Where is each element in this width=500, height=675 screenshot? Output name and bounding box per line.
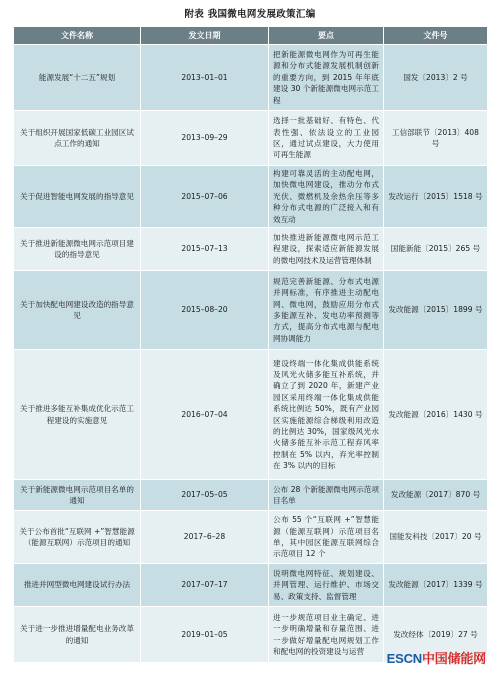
doc-key-points: 公布 55 个“互联网 +”智慧能源（能源互联网）示范项目名单，其中园区能源互联网综合示范项目 12 个 (269, 511, 384, 564)
doc-number: 发改经体〔2019〕27 号 (384, 607, 488, 663)
doc-date: 2013–09–29 (141, 111, 269, 166)
table-row (14, 166, 488, 228)
table-row (14, 111, 488, 166)
doc-name: 关于推进新能源微电网示范项目建设的指导意见 (14, 228, 141, 271)
table-row (14, 45, 488, 111)
doc-date: 2013–01–01 (141, 45, 269, 111)
table-row (14, 480, 488, 511)
logo-cn-text: 中国储能网 (421, 651, 486, 666)
doc-key-points: 说明微电网特征、规划建设、并网管理、运行维护、市场交易、政策支持、监督管理 (269, 564, 384, 607)
doc-key-points: 构建可靠灵活的主动配电网，加快微电网建设，推动分布式光伏、微燃机及余热余压等多种分布式电源的广泛接入和有效互动 (269, 166, 384, 228)
doc-date: 2017–05–05 (141, 480, 269, 511)
table-row (14, 511, 488, 564)
header-name: 文件名称 (14, 27, 141, 45)
policy-table (13, 26, 488, 663)
header-date: 发文日期 (141, 27, 269, 45)
doc-number: 发改能源〔2017〕1339 号 (384, 564, 488, 607)
doc-key-points: 选择一批基础好、有特色、代表性强、依法设立的工业园区，通过试点建设，大力使用可再生能源 (269, 111, 384, 166)
header-number: 文件号 (384, 27, 488, 45)
doc-name: 关于加快配电网建设改造的指导意见 (14, 271, 141, 350)
doc-key-points: 公布 28 个新能源微电网示范项目名单 (269, 480, 384, 511)
table-row (14, 271, 488, 350)
doc-date: 2019–01–05 (141, 607, 269, 663)
doc-date: 2015–08–20 (141, 271, 269, 350)
doc-key-points: 加快推进新能源微电网示范工程建设，探索适应新能源发展的微电网技术及运营管理体制 (269, 228, 384, 271)
doc-number: 发改能源〔2017〕870 号 (384, 480, 488, 511)
doc-date: 2017–6–28 (141, 511, 269, 564)
doc-number: 发改运行〔2015〕1518 号 (384, 166, 488, 228)
logo-en-text: ESCN (386, 651, 422, 666)
doc-name: 能源发展“十二五”规划 (14, 45, 141, 111)
doc-key-points: 规范完善新能源、分布式电源并网标准，有序推进主动配电网、微电网，鼓励应用分布式多能源互补、发电功率预测等方式，提高分布式电源与配电网协调能力 (269, 271, 384, 350)
doc-key-points: 建设终端一体化集成供能系统及风光火储多能互补系统，并确立了到 2020 年，新建产业园区采用终端一体化集成供能系统比例达 50%，既有产业园区实施能源综合梯级利用改造的比例达 30%，国家级风光水火储多能互补示范工程弃风率控制在 5% 以内，弃光率控制在 3% 以内的目标 (269, 350, 384, 480)
doc-name: 关于促进智能电网发展的指导意见 (14, 166, 141, 228)
escn-logo (387, 648, 486, 667)
doc-number: 工信部联节〔2013〕408 号 (384, 111, 488, 166)
doc-number: 国能新能〔2015〕265 号 (384, 228, 488, 271)
table-row (14, 564, 488, 607)
doc-name: 推进并网型微电网建设试行办法 (14, 564, 141, 607)
doc-name: 关于公布首批“互联网 +”智慧能源（能源互联网）示范项目的通知 (14, 511, 141, 564)
table-row (14, 228, 488, 271)
header-key-points: 要点 (269, 27, 384, 45)
doc-date: 2015–07–13 (141, 228, 269, 271)
table-title: 附表 我国微电网发展政策汇编 (184, 9, 316, 20)
doc-date: 2017–07–17 (141, 564, 269, 607)
doc-name: 关于组织开展国家低碳工业园区试点工作的通知 (14, 111, 141, 166)
doc-number: 国能发科技〔2017〕20 号 (384, 511, 488, 564)
doc-number: 国发〔2013〕2 号 (384, 45, 488, 111)
doc-name: 关于进一步推进增量配电业务改革的通知 (14, 607, 141, 663)
doc-name: 关于推进多能互补集成优化示范工程建设的实施意见 (14, 350, 141, 480)
doc-number: 发改能源〔2016〕1430 号 (384, 350, 488, 480)
doc-name: 关于新能源微电网示范项目名单的通知 (14, 480, 141, 511)
header-row (14, 27, 488, 45)
table-row (14, 350, 488, 480)
doc-key-points: 把新能源微电网作为可再生能源和分布式能源发展机制创新的重要方向，到 2015 年年底建设 30 个新能源微电网示范工程 (269, 45, 384, 111)
doc-date: 2016–07–04 (141, 350, 269, 480)
doc-date: 2015–07–06 (141, 166, 269, 228)
doc-number: 发改能源〔2015〕1899 号 (384, 271, 488, 350)
doc-key-points: 进一步规范项目业主确定、进一步明确增量和存量范围、进一步做好增量配电网规划工作和配电网的投资建设与运营 (269, 607, 384, 663)
